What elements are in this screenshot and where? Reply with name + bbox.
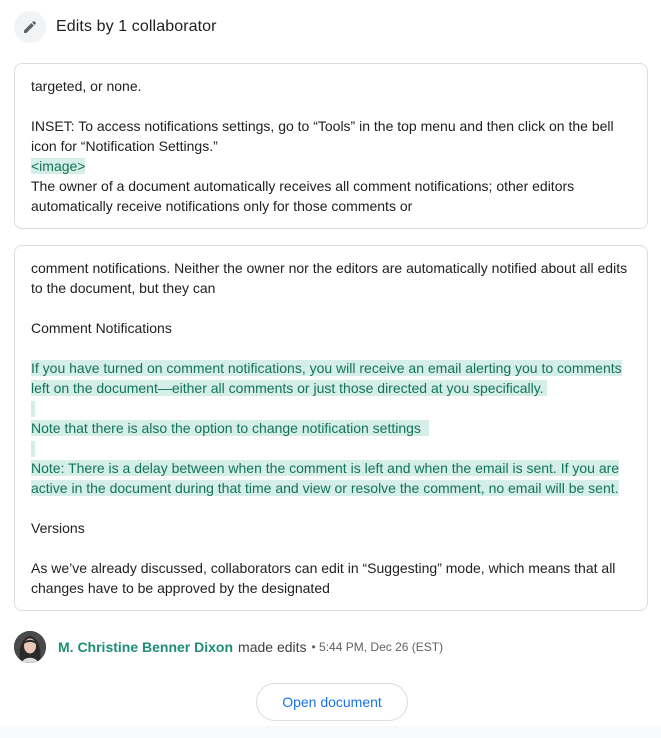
avatar[interactable] xyxy=(14,631,46,663)
snippet-line xyxy=(31,418,631,438)
edit-timestamp: • 5:44 PM, Dec 26 (EST) xyxy=(311,640,444,654)
snippet-line xyxy=(31,458,631,478)
snippet-line xyxy=(31,96,631,116)
snippet-line xyxy=(31,438,631,458)
snippet-line xyxy=(31,478,631,498)
snippet-line xyxy=(31,498,631,518)
snippet-line: to the document, but they can xyxy=(31,280,216,296)
snippet-line xyxy=(31,338,631,358)
snippet-line: The owner of a document automatically receives all comment notifications; other editors xyxy=(31,178,575,194)
snippet-line: changes have to be approved by the designated xyxy=(31,580,330,596)
highlighted-text: left on the document—either all comments or just those directed at you specifically. xyxy=(31,380,548,396)
snippet-line xyxy=(31,378,631,398)
edit-snippet-card xyxy=(14,245,648,611)
highlighted-text: Note: There is a delay between when the comment is left and when the email is sent. If you are xyxy=(31,460,620,476)
snippet-line xyxy=(31,358,631,378)
footer-band xyxy=(0,726,661,738)
snippet-line xyxy=(31,398,631,418)
author-action: made edits xyxy=(238,639,307,655)
author-name[interactable]: M. Christine Benner Dixon xyxy=(58,639,234,655)
header-title: Edits by 1 collaborator xyxy=(56,18,217,35)
open-document-button[interactable]: Open document xyxy=(256,683,408,721)
snippet-line: Comment Notifications xyxy=(31,320,172,336)
snippet-line: As we’ve already discussed, collaborators can edit in “Suggesting” mode, which means that all xyxy=(31,560,616,576)
author-row xyxy=(14,631,443,663)
highlighted-text: <image> xyxy=(31,158,86,174)
highlight-marker xyxy=(31,401,35,417)
edits-header xyxy=(14,10,217,44)
snippet-line: Versions xyxy=(31,520,85,536)
snippet-line: automatically receive notifications only for those comments or xyxy=(31,198,413,214)
snippet-line xyxy=(31,298,631,318)
highlighted-text: If you have turned on comment notifications, you will receive an email alerting you to comments xyxy=(31,360,622,376)
edit-snippet-card xyxy=(14,63,648,229)
highlight-marker xyxy=(31,441,35,457)
snippet-line: INSET: To access notifications settings, go to “Tools” in the top menu and then click on the bell xyxy=(31,118,614,134)
snippet-line: comment notifications. Neither the owner nor the editors are automatically notified about all edits xyxy=(31,260,628,276)
pencil-icon xyxy=(14,11,46,43)
snippet-line xyxy=(31,156,631,176)
highlighted-text: active in the document during that time and view or resolve the comment, no email will be sent. xyxy=(31,480,619,496)
snippet-line: targeted, or none. xyxy=(31,78,142,94)
snippet-line: icon for “Notification Settings.” xyxy=(31,138,218,154)
snippet-line xyxy=(31,538,631,558)
highlighted-text: Note that there is also the option to change notification settings xyxy=(31,420,429,436)
